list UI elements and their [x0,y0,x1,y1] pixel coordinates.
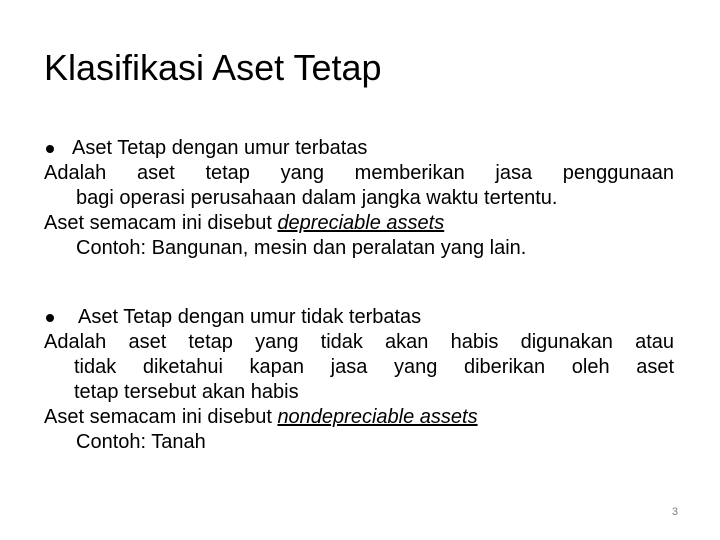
term-prefix: Aset semacam ini disebut [44,212,278,234]
definition-line: tetap tersebut akan habis [74,381,299,403]
definition-line: Adalah aset tetap yang memberikan jasa penggunaan [44,162,674,184]
term-highlight: nondepreciable assets [277,406,478,428]
bullet-icon [44,143,56,155]
section-limited-life [44,136,674,261]
definition-line: Adalah aset tetap yang tidak akan habis digunakan atau [44,331,674,353]
bullet-icon [44,312,56,324]
example-line: Contoh: Tanah [76,431,206,453]
term-highlight: depreciable assets [277,212,445,234]
section-heading-row [44,305,674,330]
term-line [44,211,674,236]
term-line [44,405,674,430]
example-line: Contoh: Bangunan, mesin dan peralatan yang lain. [76,237,527,259]
section-heading: Aset Tetap dengan umur tidak terbatas [78,306,422,328]
section-heading: Aset Tetap dengan umur terbatas [72,137,368,159]
section-unlimited-life [44,305,674,455]
page-number: 3 [671,506,678,518]
definition-line: tidak diketahui kapan jasa yang diberikan oleh aset [74,356,674,378]
slide-title: Klasifikasi Aset Tetap [44,47,382,88]
term-prefix: Aset semacam ini disebut [44,406,278,428]
definition-line: bagi operasi perusahaan dalam jangka waktu tertentu. [76,187,558,209]
section-heading-row [44,136,674,161]
